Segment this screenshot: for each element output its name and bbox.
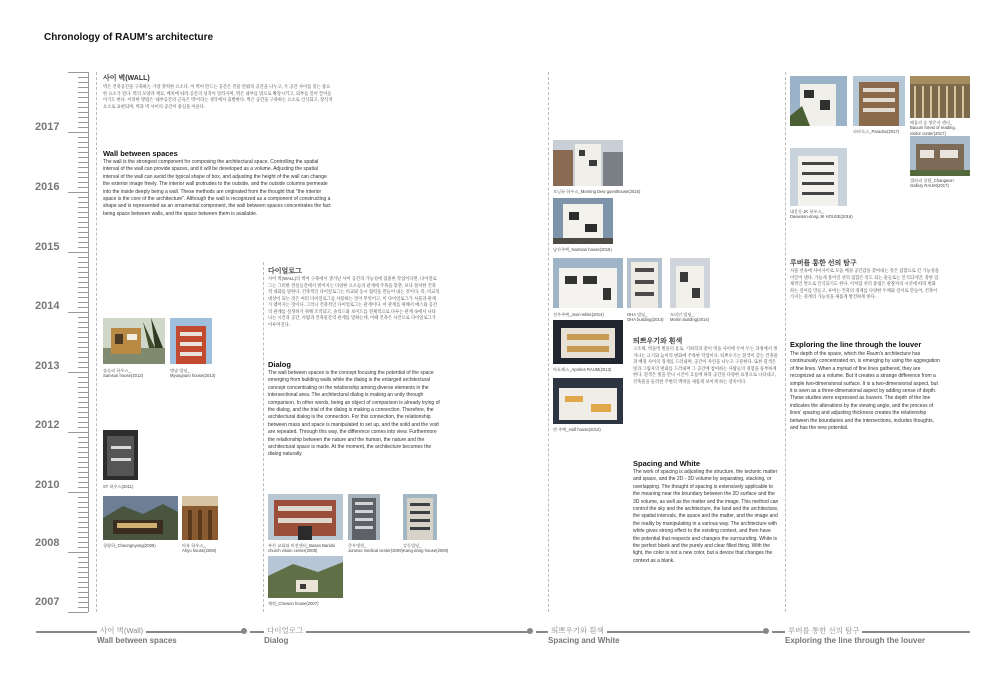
- louver-kr-text: 사물 선속에 사이사이로 모음 배경 공간감을 찾아내는 것은 집합으로 긴 가능성을 이끌어 낸다. 가늘게 흩어진 선의 집합은 특도 되는 물들로는 인식되지만, 강한 입체적인 면으로 인식되기도 한다. 이처럼 선의 중첩은 관찰자의 시선에 따라 변화하는 깊이를 만들고, 루버는 건축의 경계를 다양한 두께와 깊이로 만들어, 건축이 가지는 경계의 가능성을 새롭게 발견하게 한다.: [790, 268, 939, 299]
- ruler-tick: [78, 462, 88, 463]
- ruler-tick: [68, 612, 88, 613]
- ruler-tick: [78, 577, 88, 578]
- column-guide: [548, 72, 549, 612]
- ruler-tick: [78, 477, 88, 478]
- spacing-en-title: Spacing and White: [633, 459, 701, 468]
- bottom-en-label: Exploring the line through the louver: [785, 636, 926, 645]
- ahyu-house-photo: [182, 496, 218, 540]
- year-label: 2017: [35, 121, 60, 133]
- ruler-tick: [78, 427, 88, 428]
- caption: 배움의 숲 방문자 센터_ Bauum forest of reading, visitor center(2017): [910, 120, 956, 136]
- ruler-tick: [78, 127, 88, 128]
- year-label: 2007: [35, 596, 60, 608]
- ruler-tick: [78, 212, 88, 213]
- ruler-tick: [78, 152, 88, 153]
- ruler-tick: [78, 167, 88, 168]
- st-house-photo: [103, 430, 138, 480]
- ruler-tick: [68, 372, 88, 373]
- ruler-tick: [78, 262, 88, 263]
- ruler-tick: [78, 452, 88, 453]
- ruler-tick: [78, 487, 88, 488]
- ruler-tick: [78, 357, 88, 358]
- ruler-tick: [78, 407, 88, 408]
- caption: 채원_Chewon house(2007): [268, 601, 319, 606]
- ruler-tick: [78, 277, 88, 278]
- bottom-kr-label: 띄쁘우기와 흰색: [548, 625, 607, 636]
- ruler-tick: [78, 587, 88, 588]
- caption: 아포헤스_Apohes RAUM(2013): [553, 367, 612, 372]
- dialog-en-title: Dialog: [268, 360, 291, 369]
- column-guide: [96, 72, 97, 612]
- ruler-tick: [78, 527, 88, 528]
- ruler-tick: [78, 187, 88, 188]
- bottom-dot: [241, 628, 247, 634]
- chewon-house-photo: [268, 556, 343, 598]
- caption: 모닝듀 하우스_Morning Dew guesthouse(2016): [553, 189, 641, 194]
- ruler-tick: [78, 82, 88, 83]
- ruler-tick: [78, 217, 88, 218]
- ruler-tick: [78, 482, 88, 483]
- samsuri-house-photo: [103, 318, 165, 364]
- half-house-photo: [553, 378, 623, 424]
- ruler-tick: [78, 97, 88, 98]
- wall-kr-text: 벽은 건축공간을 구축하는 가장 강력한 요소다. 이 벽이 만드는 공간은 건물 안팎의 공간을 나누고, 두 공간 사이를 잇는 중요한 요소가 된다. 벽의 모양과 재료, 배치에 따라 공간의 성격이 달라지며, 벽은 내부를 밖으로 확장시키고, 외부를 깊이 끌어들이기도 한다. 이러한 방법은 '내부공간의 근육은 벽'이라는 생각에서 출발한다. 벽은 공간을 구축하는 요소로 인식되고, 장식적 요소로 표현되며, 벽과 벽 사이의 공간이 중심을 이룬다.: [103, 84, 333, 109]
- ruler-tick: [78, 542, 88, 543]
- ruler-tick: [78, 177, 88, 178]
- dialog-kr-title: 다이얼로그: [268, 268, 302, 275]
- ruler-tick: [78, 352, 88, 353]
- ruler-tick: [78, 287, 88, 288]
- apohes-photo: [553, 320, 623, 364]
- ruler-tick: [78, 392, 88, 393]
- caption: OHA 빌딩_ OHA building(2014): [627, 312, 664, 323]
- spacing-kr-title: 띄쁘우기와 흰색: [633, 338, 683, 345]
- caption: 반 주택_Half house(2012): [553, 427, 601, 432]
- ruler-tick: [68, 312, 88, 313]
- bottom-kr-label: 다이얼로그: [264, 625, 306, 636]
- year-label: 2010: [35, 479, 60, 491]
- ruler-tick: [68, 72, 88, 73]
- kangdong-building-photo: [403, 494, 437, 540]
- caption: 청량하_Cheongnyang(2009): [103, 543, 156, 548]
- junwoo-medical-photo: [348, 494, 380, 540]
- bottom-kr-label: 루버를 통한 선의 탐구: [785, 625, 862, 636]
- spacing-kr-text: 구조체, 벽돌벽 벌돌의 통로, 기하학과 같이 벽을 사이에 두어 두는 과정에서 생겨나는 크기와 높이의 변화에 주목한 작업이다. 띄쁘우기는 흰색이 갖는 건축물과 배경 사이의 경계를 드러내며, 공간이 자연을 나누고 구분한다. 또한 흰색은 빛과 그림자의 변화를 드러내며 그 공간에 참여하는 사람들의 경험을 풍부하게 한다. 흰색은 빛을 만나 시간이 흐름에 따라 공간을 다양한 표정으로 나타내고, 건축물을 둘러싼 주변의 맥락을 새롭게 보이게 하는 장치이다.: [633, 346, 778, 384]
- paradox-photo: [853, 76, 905, 126]
- ruler-tick: [78, 582, 88, 583]
- wall-en-text: The wall is the strongest component for composing the architectural space. Controlling the spatial interval of the wall can provide spaces, and it will be developed as a volume. Adjusting the spatial interval of the wall can avoid the typical shape of box, and adjusting the height of the wall can change the exterior image freely. The interior wall protrudes to the outside, and the outside columns permeate into the inside deeply being a wall. These methods are originated from the thought that "the interior space is the core of the architecture". Although the wall is recognized as a component of constructing a shape and is represented as an ornamental component, the wall between spaces concentrates the fact being space between walls, and the space between them is available.: [103, 159, 331, 217]
- ruler-tick: [78, 122, 88, 123]
- ruler-tick: [78, 317, 88, 318]
- ruler-tick: [68, 132, 88, 133]
- ruler-tick: [78, 202, 88, 203]
- year-label: 2015: [35, 241, 60, 253]
- ruler-tick: [78, 222, 88, 223]
- dialog-en-text: The wall between spaces is the concept focusing the potential of the space emerging from building walls while the dialog is the enlarged architectural concept concentrating on the relationship among diverse elements in the intersectional area. The architectural dialog is making an unity through comparison. In other words, being an object of comparison is already trying of the dialog, and the trial of the dialog is making a connection. Therefore, the architectural dialog is the connection. For this connection, the relationship between mass and space is manipulated to set up, and the solid and the void are repeated. Through this way, the difference comes into view. Furthermore the relationship between the nature and the human, the nature and the architectural space is made. At the moment, the architecture becomes the dialog naturally.: [268, 370, 440, 458]
- bottom-dot: [527, 628, 533, 634]
- year-label: 2008: [35, 537, 60, 549]
- ruler-tick: [78, 257, 88, 258]
- ruler-tick: [78, 417, 88, 418]
- ruler-tick: [78, 242, 88, 243]
- year-label: 2013: [35, 360, 60, 372]
- column-guide: [263, 262, 264, 612]
- ruler-tick: [78, 207, 88, 208]
- ruler-tick: [78, 607, 88, 608]
- ruler-tick: [78, 397, 88, 398]
- ruler-tick: [78, 232, 88, 233]
- ruler-tick: [78, 272, 88, 273]
- ruler-tick: [78, 437, 88, 438]
- ruler-tick: [68, 192, 88, 193]
- ruler-tick: [78, 502, 88, 503]
- daewoon-jk-house-photo: [790, 148, 847, 206]
- column-guide: [785, 72, 786, 612]
- ruler-tick: [78, 387, 88, 388]
- ruler-tick: [78, 532, 88, 533]
- louver-en-text: The depth of the space, which the Raum's architecture has continuously concentrated on, is emerging by using the aggregation of fine lines. When a myriad of fine lines gathered, they are recognized as a volume. But it creates a strange difference from a simple two-dimensional surface. It is a two-dimensional aspect, but it is seen as a three-dimensional aspect by adding sense of depth. These studies were expressed as louvers. The depth of the line indicates the alterations by the viewing angle, and the process of lines' spacing and adjusting thickness creates the relationship between the boundaries and the intersections, includes thoughts, and has the new potential.: [790, 351, 940, 432]
- ruler-tick: [78, 92, 88, 93]
- ruler-tick: [78, 247, 88, 248]
- louver-en-title: Exploring the line through the louver: [790, 340, 922, 349]
- caption: 준우병원_ Junwoo medical center(2009): [348, 543, 403, 554]
- namsan-house-photo: [553, 198, 613, 244]
- ruler-tick: [78, 157, 88, 158]
- bottom-en-label: Spacing and White: [548, 636, 620, 645]
- caption: 강동빌딩_ Kang-dong house(2009): [403, 543, 449, 554]
- caption: 아유 하우스_ Ahyu house(2008): [182, 543, 217, 554]
- jeon-white-photo: [553, 258, 623, 308]
- ruler-tick: [78, 597, 88, 598]
- bottom-dot: [763, 628, 769, 634]
- heungdong-house-photo: [790, 76, 847, 126]
- ruler-tick: [78, 327, 88, 328]
- ruler-tick: [78, 412, 88, 413]
- ruler-tick: [78, 112, 88, 113]
- ruler-tick: [78, 457, 88, 458]
- ruler-tick: [78, 102, 88, 103]
- ruler-tick: [78, 567, 88, 568]
- ruler-tick: [78, 562, 88, 563]
- ruler-tick: [68, 252, 88, 253]
- bauum-forest-photo: [910, 76, 970, 118]
- ruler-tick: [78, 147, 88, 148]
- year-ruler: [35, 72, 90, 612]
- caption: 모리인 빌딩_ Moriin building(2014): [670, 312, 710, 323]
- ruler-tick: [78, 172, 88, 173]
- cheongnyang-photo: [103, 496, 178, 540]
- spacing-en-text: The work of spacing is adjusting the structure, the tectonic matter and space, and the 2D - 3D volume by separating, stacking, or overlapping. The thought of spacing is extensively applicable to the meaning near the boundary between the 2D surface and the 3D volume, as well as the matter and the image. This method can control the sky and the architecture, the land and the architecture, the spatial intervals, the space and the matter, and the image and the reality by manipulating in a various way. The architecture with white gives strong effect to the existing context, and then have the potential that respects and changes the surrounding. White is the perfect blank and the purely and clear filled thing. With the light, the color is not a new color, but a device that changes the context as a blank.: [633, 469, 779, 564]
- ruler-tick: [68, 492, 88, 493]
- ruler-tick: [78, 117, 88, 118]
- caption: 부산 교회와 비전센터_Busan Bandoi church vision center(2008): [268, 543, 336, 554]
- myungnam-house-photo: [170, 318, 212, 364]
- ruler-tick: [78, 497, 88, 498]
- ruler-tick: [78, 467, 88, 468]
- ruler-tick: [78, 337, 88, 338]
- ruler-tick: [78, 87, 88, 88]
- louver-kr-title: 루버를 통한 선의 탐구: [790, 260, 857, 267]
- ruler-tick: [78, 332, 88, 333]
- ruler-tick: [78, 197, 88, 198]
- dialog-kr-text: 사이 벽(WALL)의 벽이 구축에서 생겨난 사이 공간의 가능성에 집중한 작업이다면, 다이얼로그는 그러한 결실들간에서 벌어지는 다양한 요소들의 관계에 주목을 맞춘, 보다 철저한 건축적 대화를 말한다. 건축적인 다이얼로그는 비교와 동시 협력을 만들어 내는 것이다. 즉, 비교의 대상이 되는 것은 여러 다이얼로그를 사용하는 것이 무엇이고, 이 다이얼로그가 사물과 관계가 맺어지는 것이다. 그러니 건축적인 다이얼로그는 관계이다. 이 관계를 위해서 매스와 공간의 관계를 설정하기 위해 조작되고, 솔리드와 보이드를 전체적으로 다루는 관계 속에서 나타나는 시간과 공간, 사람과 건축물간의 관계를 말하는데, 이때 건축은 사건으로 다이얼로그가 이루어진다.: [268, 276, 440, 327]
- ruler-tick: [78, 107, 88, 108]
- ruler-tick: [78, 292, 88, 293]
- ruler-tick: [78, 347, 88, 348]
- changwon-gallery-photo: [910, 136, 970, 176]
- page-title: Chronology of RAUM's architecture: [44, 32, 214, 43]
- ruler-tick: [78, 367, 88, 368]
- moriin-building-photo: [670, 258, 710, 308]
- ruler-tick: [78, 302, 88, 303]
- caption: 전주주택_Jeon-white(2014): [553, 312, 604, 317]
- ruler-tick: [78, 142, 88, 143]
- ruler-tick: [78, 182, 88, 183]
- caption: 대운동 JK 하우스_ Daewoon-dong JK HOUSE(2016): [790, 209, 853, 220]
- ruler-tick: [78, 422, 88, 423]
- caption: 솔숲리 하우스_ Samsuri house(2013): [103, 368, 144, 379]
- caption: ST 하우스(2011): [103, 484, 134, 489]
- year-label: 2012: [35, 419, 60, 431]
- morning-dew-photo: [553, 140, 623, 186]
- bottom-kr-label: 사이 벽(Wall): [97, 625, 146, 636]
- caption: 갤러리 창원_Changwon Gallery RAUM(2017): [910, 178, 954, 189]
- ruler-tick: [78, 512, 88, 513]
- ruler-tick: [78, 362, 88, 363]
- busan-church-photo: [268, 494, 343, 540]
- ruler-tick: [78, 237, 88, 238]
- caption: 파라독스_Paradox(2017): [853, 129, 900, 134]
- ruler-tick: [78, 557, 88, 558]
- ruler-tick: [78, 282, 88, 283]
- wall-en-title: Wall between spaces: [103, 149, 178, 158]
- ruler-tick: [78, 442, 88, 443]
- ruler-tick: [78, 472, 88, 473]
- ruler-tick: [78, 267, 88, 268]
- ruler-tick: [68, 552, 88, 553]
- ruler-tick: [78, 572, 88, 573]
- year-label: 2014: [35, 300, 60, 312]
- ruler-tick: [78, 322, 88, 323]
- ruler-tick: [78, 297, 88, 298]
- bottom-en-label: Dialog: [264, 636, 289, 645]
- ruler-tick: [78, 137, 88, 138]
- ruler-tick: [78, 592, 88, 593]
- ruler-tick: [78, 77, 88, 78]
- ruler-tick: [78, 162, 88, 163]
- ruler-tick: [78, 447, 88, 448]
- ruler-tick: [78, 382, 88, 383]
- ruler-tick: [68, 432, 88, 433]
- bottom-en-label: Wall between spaces: [97, 636, 177, 645]
- caption: 남산주택_Namsan house(2016): [553, 247, 612, 252]
- ruler-tick: [78, 602, 88, 603]
- ruler-tick: [78, 377, 88, 378]
- ruler-tick: [78, 402, 88, 403]
- ruler-tick: [78, 517, 88, 518]
- ruler-tick: [78, 537, 88, 538]
- oha-building-photo: [627, 258, 662, 308]
- ruler-tick: [78, 342, 88, 343]
- ruler-tick: [78, 227, 88, 228]
- ruler-tick: [78, 547, 88, 548]
- ruler-tick: [78, 522, 88, 523]
- caption: 명남 빌딩_ Myungnam house(2013): [170, 368, 216, 379]
- wall-kr-title: 사이 벽(WALL): [103, 75, 150, 82]
- year-label: 2016: [35, 181, 60, 193]
- ruler-tick: [78, 307, 88, 308]
- ruler-tick: [78, 507, 88, 508]
